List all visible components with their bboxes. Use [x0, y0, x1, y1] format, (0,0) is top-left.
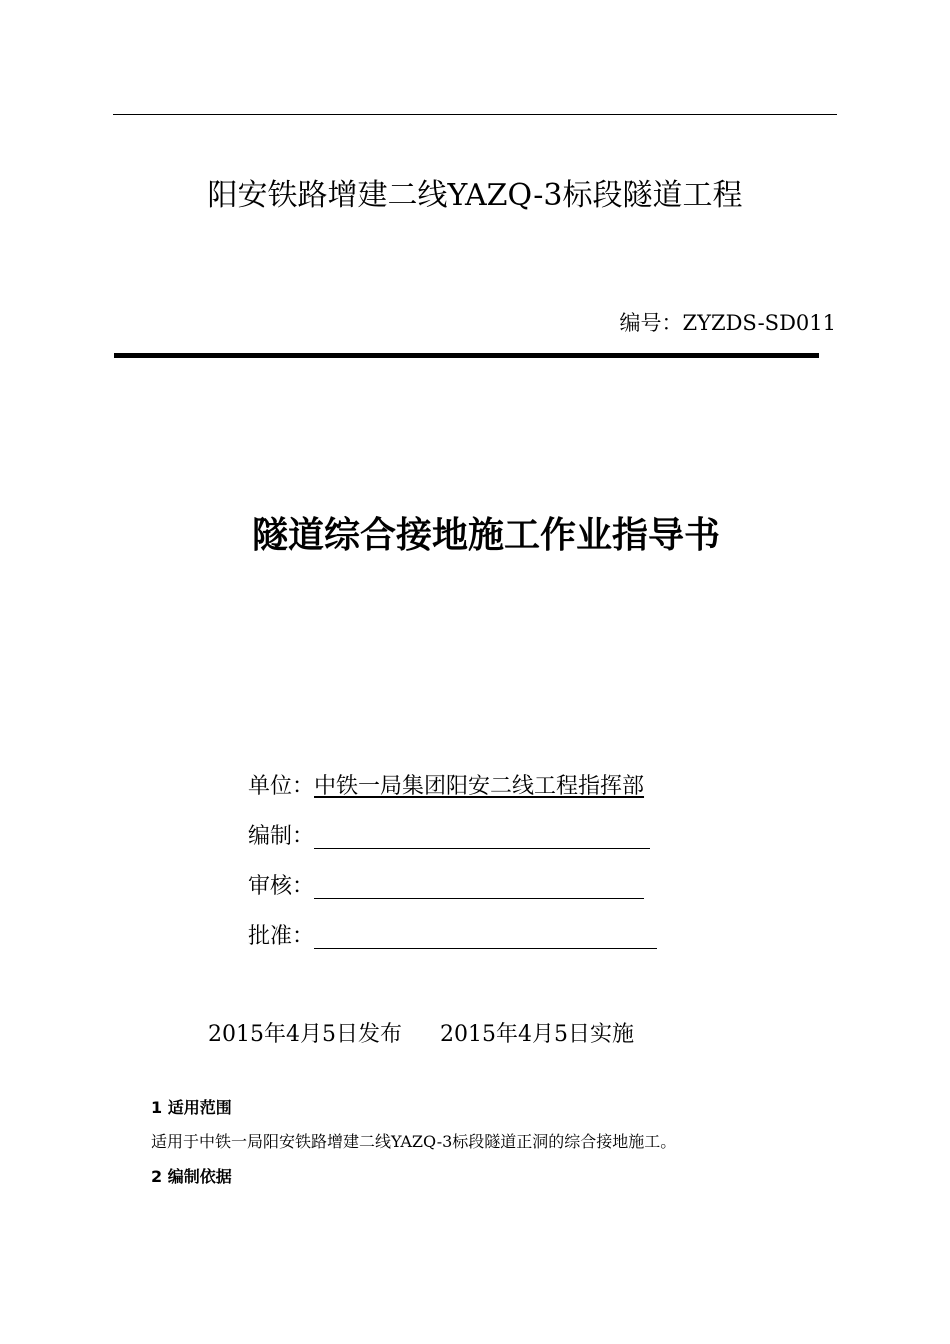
effective-date: 2015年4月5日实施 — [439, 1022, 634, 1047]
document-title: 隧道综合接地施工作业指导书 — [251, 515, 720, 556]
header-rule — [113, 114, 837, 115]
unit-value: 中铁一局集团阳安二线工程指挥部 — [314, 774, 645, 799]
reviewed-row — [248, 872, 644, 902]
approved-signature-line — [314, 926, 657, 949]
section-heading-basis: 2 编制依据 — [151, 1167, 232, 1186]
unit-row — [248, 772, 644, 802]
section-heading-scope: 1 适用范围 — [151, 1098, 232, 1117]
reviewed-signature-line — [314, 876, 644, 899]
reviewed-label: 审核： — [248, 874, 315, 899]
approved-row — [248, 922, 657, 952]
compiled-row — [248, 822, 650, 852]
section-body-scope: 适用于中铁一局阳安铁路增建二线YAZQ-3标段隧道正洞的综合接地施工。 — [151, 1132, 677, 1151]
compiled-label: 编制： — [248, 824, 315, 849]
project-title: 阳安铁路增建二线YAZQ-3标段隧道工程 — [207, 178, 743, 213]
document-number: 编号：ZYZDS-SD011 — [619, 311, 836, 335]
dates-row — [208, 1020, 634, 1050]
compiled-signature-line — [314, 826, 650, 849]
approved-label: 批准： — [248, 924, 315, 949]
unit-label: 单位： — [248, 774, 315, 799]
publish-date: 2015年4月5日发布 — [208, 1022, 402, 1047]
title-divider — [114, 353, 819, 358]
